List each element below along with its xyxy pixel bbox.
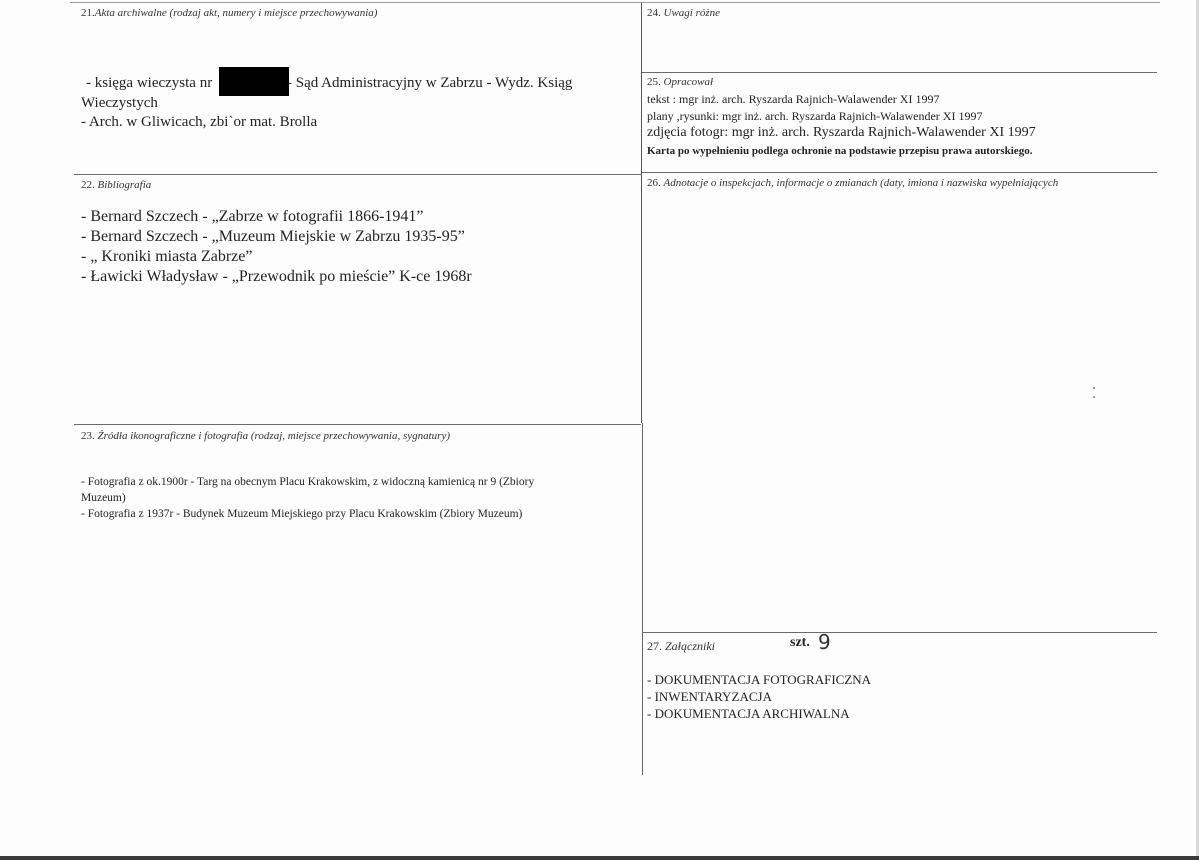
- bibliography-item: - Bernard Szczech - „Zabrze w fotografii 1866-1941”: [81, 208, 424, 225]
- section-25-title: Opracował: [663, 76, 713, 88]
- divider-25-26: [642, 172, 1157, 173]
- section-27-title: Załączniki: [665, 639, 715, 653]
- bibliography-item: - Bernard Szczech - „Muzeum Miejskie w Zabrzu 1935-95”: [81, 228, 465, 245]
- section-24-title: Uwagi różne: [663, 7, 721, 19]
- section-21-label: [81, 7, 377, 19]
- copyright-notice: Karta po wypełnieniu podlega ochronie na podstawie przepisu prawa autorskiego.: [647, 145, 1033, 157]
- column-divider: [641, 3, 642, 423]
- divider-21-22: [74, 174, 641, 175]
- column-divider-lower: [642, 423, 643, 775]
- attachment-item: - DOKUMENTACJA ARCHIWALNA: [647, 706, 850, 721]
- section-21-title: Akta archiwalne (rodzaj akt, numery i miejsce przechowywania): [94, 7, 378, 19]
- section-26-title: Adnotacje o inspekcjach, informacje o zmianach (daty, imiona i nazwiska wypełniających: [663, 177, 1059, 189]
- speck: [1093, 387, 1095, 389]
- section-26-number: 26.: [647, 177, 661, 189]
- section-25-line3: zdjęcia fotogr: mgr inż. arch. Ryszarda Rajnich-Walawender XI 1997: [647, 125, 1036, 140]
- section-26-label: [647, 177, 1058, 189]
- speck: [1093, 396, 1095, 398]
- section-21-number: 21.: [81, 7, 95, 19]
- attachment-item: - DOKUMENTACJA FOTOGRAFICZNA: [647, 672, 872, 687]
- bottom-edge: [0, 856, 1199, 860]
- section-21-line3: - Arch. w Gliwicach, zbi`or mat. Brolla: [81, 114, 318, 130]
- section-23-title: Źródła ikonograficzne i fotografia (rodzaj, miejsce przechowywania, sygnatury): [97, 430, 450, 442]
- section-21-line2: Wieczystych: [81, 95, 158, 111]
- section-23-number: 23.: [81, 430, 95, 442]
- section-22-label: [81, 179, 151, 191]
- section-25-number: 25.: [647, 76, 661, 88]
- section-24-number: 24.: [647, 7, 661, 19]
- divider-22-23: [74, 424, 641, 425]
- section-25-line2: plany ,rysunki: mgr inż. arch. Ryszarda Rajnich-Walawender XI 1997: [647, 109, 983, 123]
- divider-24-25: [642, 72, 1157, 73]
- section-21-line1b: - Sąd Administracyjny w Zabrzu - Wydz. Ksiąg: [287, 75, 573, 91]
- bibliography-item: - Ławicki Władysław - „Przewodnik po mieście” K-ce 1968r: [81, 268, 472, 285]
- section-21-line1a: - księga wieczysta nr: [86, 75, 213, 91]
- section-23-label: [81, 430, 450, 442]
- attachment-item: - INWENTARYZACJA: [647, 689, 772, 704]
- section-22-title: Bibliografia: [97, 179, 152, 191]
- divider-26-27: [642, 632, 1157, 633]
- bibliography-item: - „ Kroniki miasta Zabrze”: [81, 248, 253, 265]
- attachments-count-value: 9: [818, 630, 831, 654]
- section-23-line1: - Fotografia z ok.1900r - Targ na obecnym Placu Krakowskim, z widoczną kamienicą nr 9 (Zbiory: [81, 476, 535, 488]
- redaction-bar: [219, 67, 289, 96]
- section-25-label: [647, 76, 713, 88]
- section-23-line3: - Fotografia z 1937r - Budynek Muzeum Miejskiego przy Placu Krakowskim (Zbiory Muzeum): [81, 508, 523, 520]
- section-27-label: [647, 639, 715, 654]
- top-border: [70, 2, 1160, 3]
- section-27-number: 27.: [647, 639, 662, 653]
- section-24-label: [647, 7, 720, 19]
- section-25-line1: tekst : mgr inż. arch. Ryszarda Rajnich-Walawender XI 1997: [647, 92, 940, 106]
- attachments-count-label: szt.: [790, 635, 810, 650]
- section-23-line2: Muzeum): [81, 492, 126, 504]
- section-22-number: 22.: [81, 179, 95, 191]
